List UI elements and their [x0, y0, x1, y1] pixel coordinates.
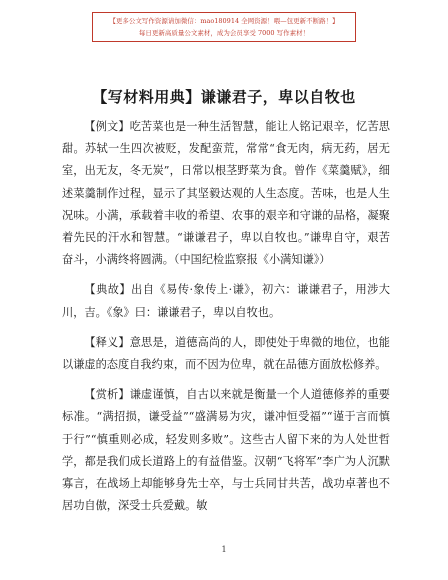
paragraph-text: 吃苦菜也是一种生活智慧，能让人铭记艰辛，忆苦思甜。苏轼一生四次被贬，发配蛮荒，常常“食无肉，病无药，居无室，出无友，冬无炭”，日常以根茎野菜为食。曾作《菜羹赋》，细述菜羹制作过程，显示了其坚毅达观的人生态度。苦味，也是人生况味。小满，承载着丰收的希望、农事的艰辛和守谦的品格，凝聚着先民的汗水和智慧。“谦谦君子，卑以自牧也。”谦卑自守，艰苦奋斗，小满终将圆满。（中国纪检监察报《小满知谦》） — [62, 120, 390, 267]
document-title: 【写材料用典】谦谦君子，卑以自牧也 — [92, 88, 356, 106]
document-body — [62, 116, 390, 525]
banner-line-1: 【更多公文写作资源请加微信：mao180914 全网资源！喂—包更新不断路！】 — [109, 17, 339, 25]
banner-line-2: 每日更新高质量公文素材，成为会员享受 7000 写作素材！ — [138, 29, 310, 37]
top-banner — [92, 12, 356, 42]
paragraph-tag: 【例文】 — [84, 120, 130, 133]
paragraph-tag: 【释义】 — [84, 335, 130, 349]
paragraph-meaning — [62, 332, 390, 376]
paragraph-example — [62, 116, 390, 271]
paragraph-tag: 【赏析】 — [84, 388, 130, 402]
paragraph-tag: 【典故】 — [84, 283, 132, 297]
paragraph-text: 意思是，道德高尚的人，即使处于卑微的地位，也能以谦虚的态度自我约束，而不因为位卑，就在品德方面放松修养。 — [62, 335, 390, 372]
paragraph-source — [62, 279, 390, 323]
page-number: 1 — [221, 545, 227, 554]
paragraph-appreciation — [62, 384, 390, 517]
paragraph-text: 出自《易传·象传上·谦》，初六：谦谦君子，用涉大川，吉。《象》曰：谦谦君子，卑以自牧也。 — [62, 283, 390, 319]
paragraph-text: 谦虚谨慎，自古以来就是衡量一个人道德修养的重要标准。“满招损，谦受益”“盛满易为灾，谦冲恒受福”“谨于言而慎于行”“慎重则必成，轻发则多败”。这些古人留下来的为人处世哲学，都是我们成长道路上的有益借鉴。汉朝“飞将军”李广为人沉默寡言，在战场上却能够身先士卒，与士兵同甘共苦，战功卓著也不居功自傲，深受士兵爱戴。敏 — [62, 388, 390, 513]
